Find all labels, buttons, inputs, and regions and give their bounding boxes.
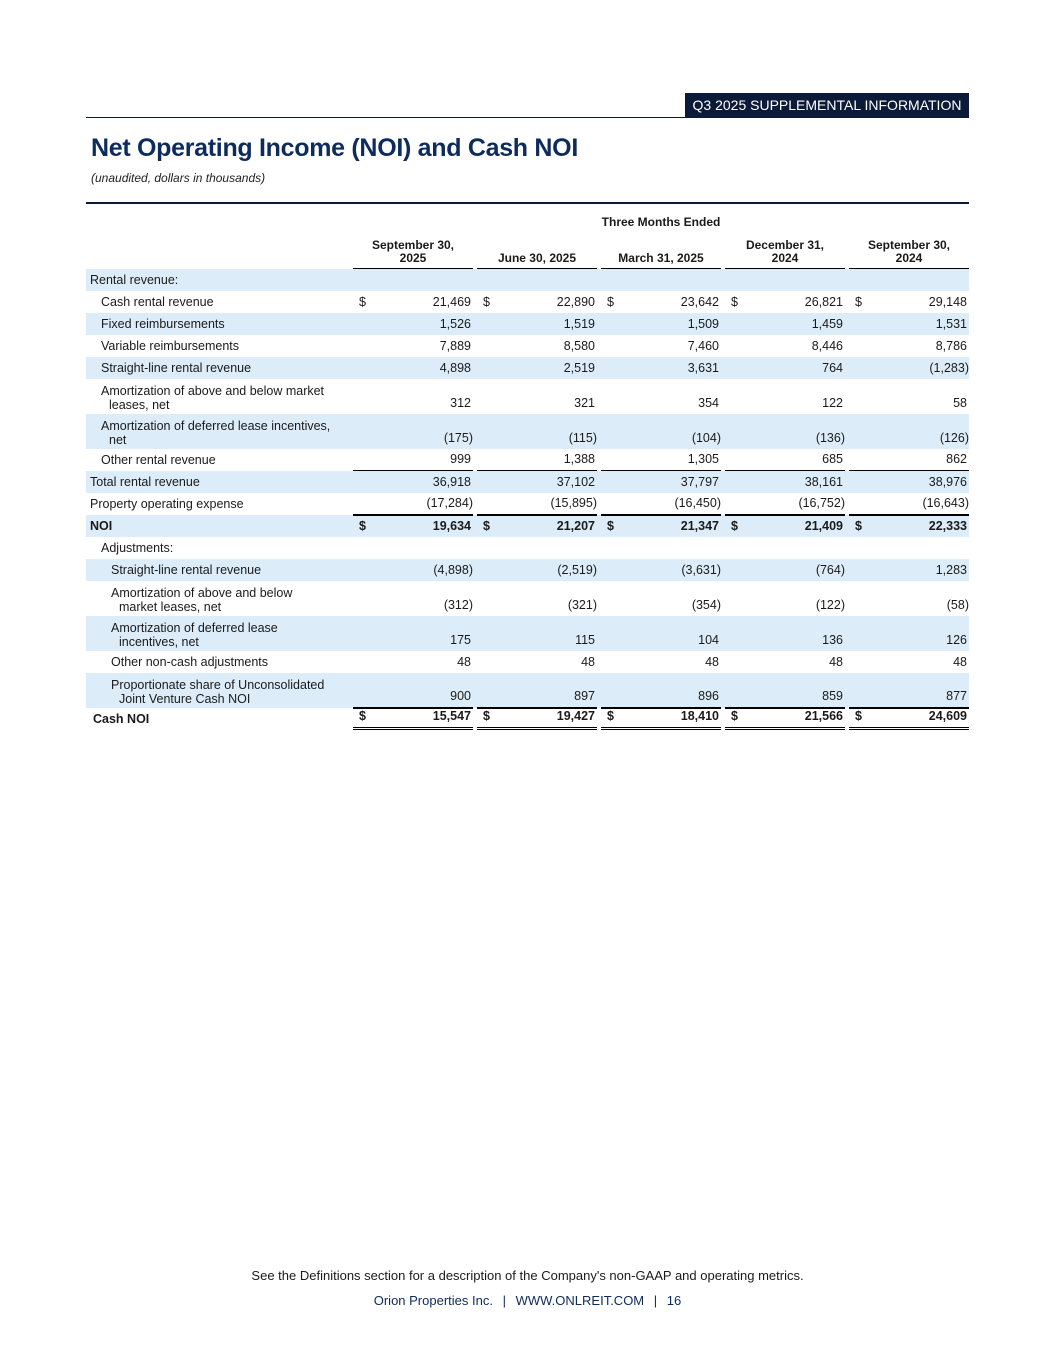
table-cell xyxy=(849,537,969,559)
cell-value: (104) xyxy=(691,431,721,445)
column-header-line1: September 30, xyxy=(371,238,455,252)
cell-value: (17,284) xyxy=(426,496,473,510)
cell-value: 999 xyxy=(450,452,471,466)
table-top-rule xyxy=(86,202,969,204)
table-cell xyxy=(849,616,969,651)
table-cell xyxy=(849,708,969,730)
cell-value: 48 xyxy=(457,655,471,669)
table-cell xyxy=(601,471,721,493)
row-label xyxy=(111,673,351,708)
cell-value: 122 xyxy=(822,396,843,410)
table-row xyxy=(86,357,969,379)
cell-value: 1,459 xyxy=(811,317,843,331)
table-cell xyxy=(849,291,969,313)
cell-value: 1,531 xyxy=(935,317,967,331)
currency-symbol: $ xyxy=(483,519,490,533)
table-cell xyxy=(601,493,721,515)
cell-value: 115 xyxy=(575,633,595,647)
cell-value: 321 xyxy=(574,396,595,410)
currency-symbol: $ xyxy=(483,295,490,309)
footer-separator: | xyxy=(502,1293,506,1308)
table-cell xyxy=(353,537,473,559)
table-cell xyxy=(601,357,721,379)
cell-value: 136 xyxy=(822,633,843,647)
table-cell xyxy=(601,449,721,471)
table-cell xyxy=(601,673,721,708)
cell-value: 22,333 xyxy=(928,519,967,533)
cell-value: 877 xyxy=(946,689,967,703)
table-cell xyxy=(353,313,473,335)
table-cell xyxy=(725,515,845,537)
page-subtitle: (unaudited, dollars in thousands) xyxy=(91,171,266,185)
cell-value: 21,469 xyxy=(432,295,471,309)
row-label: Variable reimbursements xyxy=(101,339,240,353)
column-header-line1: December 31, xyxy=(745,238,825,252)
table-cell xyxy=(353,493,473,515)
row-label: Straight-line rental revenue xyxy=(111,563,262,577)
cell-value: 48 xyxy=(581,655,595,669)
table-cell xyxy=(353,379,473,414)
table-cell xyxy=(601,379,721,414)
currency-symbol: $ xyxy=(607,519,614,533)
table-cell xyxy=(477,379,597,414)
currency-symbol: $ xyxy=(359,709,366,723)
table-row xyxy=(86,471,969,493)
table-cell xyxy=(477,515,597,537)
table-cell xyxy=(849,515,969,537)
footer-website-link[interactable]: WWW.ONLREIT.COM xyxy=(515,1293,645,1308)
table-cell xyxy=(849,269,969,291)
table-row xyxy=(86,537,969,559)
cell-value: (15,895) xyxy=(550,496,597,510)
currency-symbol: $ xyxy=(731,709,738,723)
column-header xyxy=(353,237,473,269)
table-row xyxy=(86,414,969,449)
table-row xyxy=(86,673,969,708)
row-label-line1: Proportionate share of Unconsolidated xyxy=(111,678,325,692)
row-label xyxy=(101,379,351,414)
cell-value: 897 xyxy=(574,689,595,703)
table-row xyxy=(86,449,969,471)
row-label: Cash NOI xyxy=(93,712,150,726)
table-cell xyxy=(725,673,845,708)
table-cell xyxy=(725,559,845,581)
cell-value: 21,566 xyxy=(804,709,843,723)
cell-value: (1,283) xyxy=(929,361,969,375)
table-cell xyxy=(353,471,473,493)
table-cell xyxy=(849,581,969,616)
table-cell xyxy=(353,581,473,616)
group-header: Three Months Ended xyxy=(601,215,721,229)
cell-value: (321) xyxy=(567,598,597,612)
currency-symbol: $ xyxy=(855,519,862,533)
currency-symbol: $ xyxy=(359,519,366,533)
column-header xyxy=(601,237,721,269)
currency-symbol: $ xyxy=(607,295,614,309)
cell-value: 126 xyxy=(946,633,967,647)
cell-value: (16,643) xyxy=(922,496,969,510)
page-number: 16 xyxy=(666,1293,682,1308)
table-cell xyxy=(725,313,845,335)
cell-value: 48 xyxy=(829,655,843,669)
cell-value: 764 xyxy=(822,361,843,375)
table-cell xyxy=(477,581,597,616)
table-cell xyxy=(849,379,969,414)
cell-value: 862 xyxy=(946,452,967,466)
table-cell xyxy=(601,414,721,449)
row-label xyxy=(111,581,351,616)
header-tag: Q3 2025 SUPPLEMENTAL INFORMATION xyxy=(685,93,969,118)
cell-value: 900 xyxy=(450,689,471,703)
table-cell xyxy=(477,559,597,581)
table-row xyxy=(86,313,969,335)
cell-value: 58 xyxy=(953,396,967,410)
row-label-line2: Joint Venture Cash NOI xyxy=(119,692,251,706)
cell-value: 38,161 xyxy=(804,475,843,489)
table-cell xyxy=(477,269,597,291)
column-header-line1: September 30, xyxy=(867,238,951,252)
table-cell xyxy=(477,414,597,449)
cell-value: (312) xyxy=(443,598,473,612)
cell-value: 18,410 xyxy=(680,709,719,723)
column-header xyxy=(725,237,845,269)
footer-company: Orion Properties Inc. xyxy=(373,1293,493,1308)
cell-value: (4,898) xyxy=(433,563,473,577)
cell-value: 21,207 xyxy=(556,519,595,533)
row-label-line1: Amortization of deferred lease xyxy=(111,621,278,635)
table-cell xyxy=(725,379,845,414)
header-rule xyxy=(86,117,686,118)
column-header xyxy=(477,237,597,269)
row-label-line2: market leases, net xyxy=(119,600,222,614)
table-row xyxy=(86,335,969,357)
table-cell xyxy=(849,559,969,581)
table-cell xyxy=(849,651,969,673)
cell-value: (16,752) xyxy=(798,496,845,510)
row-label-line2: leases, net xyxy=(109,398,170,412)
column-header-line1: June 30, 2025 xyxy=(497,251,577,265)
table-cell xyxy=(725,471,845,493)
row-label-line2: incentives, net xyxy=(119,635,199,649)
column-header-line2: 2024 xyxy=(771,251,799,265)
table-cell xyxy=(601,581,721,616)
currency-symbol: $ xyxy=(855,709,862,723)
cell-value: 7,889 xyxy=(439,339,471,353)
cell-value: 1,519 xyxy=(563,317,595,331)
cell-value: 21,347 xyxy=(680,519,719,533)
row-label: Other non-cash adjustments xyxy=(111,655,269,669)
cell-value: 8,580 xyxy=(563,339,595,353)
table-cell xyxy=(725,414,845,449)
cell-value: 1,526 xyxy=(439,317,471,331)
cell-value: (16,450) xyxy=(674,496,721,510)
currency-symbol: $ xyxy=(731,519,738,533)
table-cell xyxy=(725,357,845,379)
table-cell xyxy=(849,471,969,493)
table-cell xyxy=(725,537,845,559)
cell-value: 312 xyxy=(450,396,471,410)
table-cell xyxy=(477,537,597,559)
table-row xyxy=(86,379,969,414)
cell-value: 37,102 xyxy=(556,475,595,489)
cell-value: 1,388 xyxy=(563,452,595,466)
table-row xyxy=(86,291,969,313)
table-cell xyxy=(477,616,597,651)
cell-value: (3,631) xyxy=(681,563,721,577)
row-label-line1: Amortization of above and below market xyxy=(101,384,325,398)
table-cell xyxy=(477,673,597,708)
row-label: Fixed reimbursements xyxy=(101,317,225,331)
table-cell xyxy=(353,335,473,357)
table-cell xyxy=(725,708,845,730)
cell-value: 175 xyxy=(450,633,471,647)
currency-symbol: $ xyxy=(483,709,490,723)
table-cell xyxy=(353,708,473,730)
table-cell xyxy=(601,515,721,537)
cell-value: 38,976 xyxy=(928,475,967,489)
currency-symbol: $ xyxy=(731,295,738,309)
table-row xyxy=(86,581,969,616)
cell-value: 685 xyxy=(822,452,843,466)
table-cell xyxy=(601,537,721,559)
table-cell xyxy=(601,269,721,291)
table-cell xyxy=(477,708,597,730)
row-label-line2: net xyxy=(109,433,127,447)
cell-value: 19,634 xyxy=(432,519,471,533)
cell-value: 3,631 xyxy=(687,361,719,375)
cell-value: (354) xyxy=(691,598,721,612)
table-cell xyxy=(353,559,473,581)
cell-value: 2,519 xyxy=(563,361,595,375)
cell-value: 21,409 xyxy=(804,519,843,533)
row-label: Adjustments: xyxy=(101,541,174,555)
table-cell xyxy=(725,616,845,651)
row-label: Total rental revenue xyxy=(90,475,200,489)
table-cell xyxy=(353,616,473,651)
column-header xyxy=(849,237,969,269)
table-cell xyxy=(477,449,597,471)
cell-value: 8,446 xyxy=(811,339,843,353)
cell-value: (136) xyxy=(815,431,845,445)
footer xyxy=(0,1293,1055,1308)
table-cell xyxy=(849,357,969,379)
row-label: Straight-line rental revenue xyxy=(101,361,252,375)
cell-value: 24,609 xyxy=(928,709,967,723)
cell-value: 7,460 xyxy=(687,339,719,353)
footer-separator: | xyxy=(653,1293,658,1308)
row-label: Other rental revenue xyxy=(101,453,216,467)
table-cell xyxy=(353,291,473,313)
cell-value: (58) xyxy=(946,598,969,612)
table-cell xyxy=(725,581,845,616)
cell-value: (764) xyxy=(815,563,845,577)
column-header-line2: 2025 xyxy=(399,251,427,265)
currency-symbol: $ xyxy=(607,709,614,723)
cell-value: 354 xyxy=(698,396,719,410)
cell-value: 23,642 xyxy=(680,295,719,309)
cell-value: (2,519) xyxy=(557,563,597,577)
table-cell xyxy=(601,651,721,673)
table-cell xyxy=(849,673,969,708)
table-cell xyxy=(477,471,597,493)
cell-value: 29,148 xyxy=(928,295,967,309)
cell-value: 36,918 xyxy=(432,475,471,489)
column-header-line1: March 31, 2025 xyxy=(618,251,704,265)
table-cell xyxy=(353,414,473,449)
cell-value: 15,547 xyxy=(432,709,471,723)
cell-value: 22,890 xyxy=(556,295,595,309)
table-cell xyxy=(477,651,597,673)
table-cell xyxy=(353,357,473,379)
cell-value: 4,898 xyxy=(439,361,471,375)
row-label: NOI xyxy=(90,519,113,533)
table-cell xyxy=(725,335,845,357)
row-label-line1: Amortization of deferred lease incentives, xyxy=(101,419,331,433)
table-cell xyxy=(601,313,721,335)
table-cell xyxy=(601,616,721,651)
table-cell xyxy=(477,291,597,313)
table-cell xyxy=(849,313,969,335)
row-label xyxy=(101,414,351,449)
table-row xyxy=(86,559,969,581)
table-row xyxy=(86,493,969,515)
cell-value: (115) xyxy=(568,431,597,445)
table-cell xyxy=(477,357,597,379)
table-cell xyxy=(353,449,473,471)
currency-symbol: $ xyxy=(359,295,366,309)
cell-value: 19,427 xyxy=(556,709,595,723)
table-cell xyxy=(477,335,597,357)
table-cell xyxy=(849,493,969,515)
table-cell xyxy=(601,708,721,730)
row-label: Rental revenue: xyxy=(90,273,179,287)
cell-value: 1,509 xyxy=(687,317,719,331)
cell-value: 896 xyxy=(698,689,719,703)
row-label: Cash rental revenue xyxy=(101,295,214,309)
cell-value: 48 xyxy=(953,655,967,669)
cell-value: 48 xyxy=(705,655,719,669)
table-row xyxy=(86,515,969,537)
table-cell xyxy=(849,335,969,357)
table-cell xyxy=(477,493,597,515)
table-row xyxy=(86,269,969,291)
cell-value: 8,786 xyxy=(935,339,967,353)
table-cell xyxy=(849,414,969,449)
currency-symbol: $ xyxy=(855,295,862,309)
cell-value: (122) xyxy=(815,598,845,612)
table-cell xyxy=(601,559,721,581)
table-cell xyxy=(601,291,721,313)
table-cell xyxy=(353,673,473,708)
table-row xyxy=(86,651,969,673)
row-label xyxy=(111,616,351,651)
cell-value: 859 xyxy=(822,689,843,703)
table-cell xyxy=(353,515,473,537)
table-cell xyxy=(601,335,721,357)
table-cell xyxy=(725,269,845,291)
cell-value: 104 xyxy=(698,633,719,647)
column-header-line2: 2024 xyxy=(895,251,923,265)
cell-value: 1,283 xyxy=(935,563,967,577)
row-label: Property operating expense xyxy=(90,497,244,511)
cell-value: 1,305 xyxy=(687,452,719,466)
table-cell xyxy=(725,493,845,515)
table-cell xyxy=(353,269,473,291)
row-label-line1: Amortization of above and below xyxy=(111,586,293,600)
table-cell xyxy=(725,651,845,673)
table-cell xyxy=(725,449,845,471)
table-cell xyxy=(725,291,845,313)
table-cell xyxy=(353,651,473,673)
table-row xyxy=(86,616,969,651)
cell-value: (126) xyxy=(939,431,969,445)
cell-value: 37,797 xyxy=(680,475,719,489)
footnote: See the Definitions section for a description of the Company's non-GAAP and operating metrics. xyxy=(251,1268,804,1283)
page-title: Net Operating Income (NOI) and Cash NOI xyxy=(91,134,578,162)
cell-value: (175) xyxy=(443,431,473,445)
table-cell xyxy=(477,313,597,335)
cell-value: 26,821 xyxy=(804,295,843,309)
table-row xyxy=(86,708,969,730)
table-cell xyxy=(849,449,969,471)
